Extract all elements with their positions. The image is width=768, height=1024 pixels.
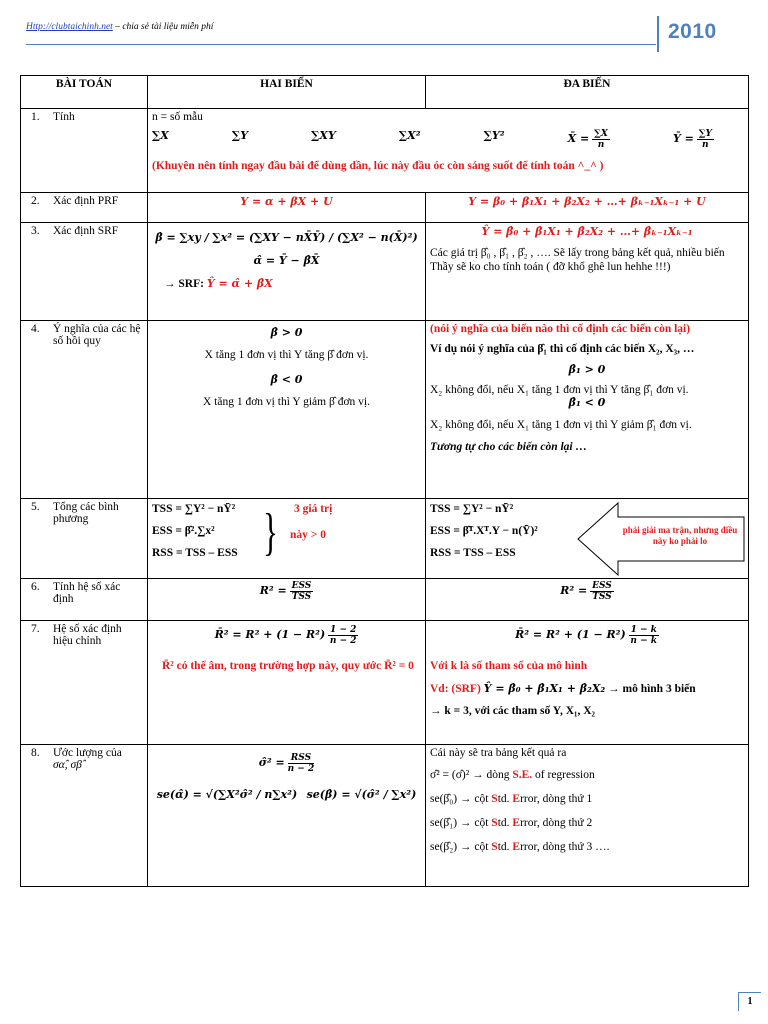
row-number: 3. (31, 225, 40, 237)
sum-squares-two-var-cell (148, 499, 426, 579)
r2-lhs: R² = (259, 584, 287, 598)
row-label-cell (21, 499, 148, 579)
estimates-multi-l4: se(β̂₁) → cột Std. Error, dòng thứ 2 (430, 817, 593, 829)
adj-r2-two-var-cell (148, 621, 426, 745)
row-label-cell (21, 193, 148, 223)
r2-two-var-cell (148, 579, 426, 621)
estimates-multi-l5: se(β̂₂) → cột Std. Error, dòng thứ 3 …. (430, 841, 610, 853)
estimates-multi-l3: se(β̂₀) → cột Std. Error, dòng thứ 1 (430, 793, 593, 805)
header-rule (26, 44, 656, 45)
sample-size-text: n = số mẫu (152, 111, 203, 123)
beta-negative-text: X tăng 1 đơn vị thì Y giảm β̂ đơn vị. (203, 396, 370, 408)
beta-positive: β̂ > 0 (270, 326, 303, 339)
estimates-multi-l1: Cái này sẽ tra bảng kết quả ra (430, 747, 567, 759)
srf-multi-note: Các giá trị β̂₀ , β̂₁ , β̂₂ , …. Sẽ lấy trong bảng kết quả, nhiều biến Thầy sẽ ko cho tính toán ( đỡ khổ ghê lun hehhe !!!) (430, 247, 725, 273)
adj-r2-multi-note: Với k là số tham số của mô hình (430, 660, 588, 672)
beta1-negative-text: X₂ không đổi, nếu X₁ tăng 1 đơn vị thì Y giảm β̂₁ đơn vị. (430, 419, 692, 431)
row1-content (148, 109, 749, 193)
tss-formula: TSS = ∑Y² − nȲ² (152, 503, 236, 515)
prf-two-var-cell (148, 193, 426, 223)
table-header-row (21, 76, 749, 109)
header-year: 2010 (668, 20, 717, 43)
sum-x2: ∑X² (398, 129, 421, 142)
meaning-multi-example: Ví dụ nói ý nghĩa của β̂₁ thì cố định các biến X₂, X₃, … (430, 343, 695, 355)
sum-xy: ∑XY (311, 129, 336, 142)
adj-r2-multi-formula: R̄² = R² + (1 − R²) $\frac{1 - k}{n - k}$ (515, 625, 658, 646)
adj-r2-example: Vd: (SRF) Ŷ = β̂₀ + β̂₁X₁ + β̂₂X₂ → mô hình 3 biến (430, 682, 696, 695)
sum-squares-multi-var-cell (426, 499, 749, 579)
col-header-problem: BÀI TOÁN (21, 76, 148, 109)
se-formulas (152, 788, 421, 801)
estimates-multi-l2: σ̂² = (σ̂)² → dòng S.E. of regression (430, 769, 595, 781)
table-row (21, 579, 749, 621)
formula-table (20, 75, 749, 887)
alpha-hat-formula: α̂ = Ȳ − β̂X̄ (253, 254, 320, 267)
table-row (21, 499, 749, 579)
table-row (21, 193, 749, 223)
adj-r2-multi-var-cell (426, 621, 749, 745)
multi-ess: ESS = β̂ᵀ.Xᵀ.Y − n(Ȳ)² (430, 525, 538, 537)
sum-x: ∑X (152, 129, 169, 142)
r2-fraction: $\frac{\text{ESS}}{\text{TSS}}$ (291, 581, 312, 602)
row-number: 2. (31, 195, 40, 207)
header-tagline: – chia sẻ tài liệu miễn phí (112, 22, 214, 32)
srf-two-var-cell (148, 223, 426, 321)
r2-fraction-multi: $\frac{\text{ESS}}{\text{TSS}}$ (592, 581, 612, 602)
row-label: Hệ số xác định hiệu chỉnh (53, 623, 122, 647)
multi-tss: TSS = ∑Y² − nȲ² (430, 503, 514, 515)
row-label-cell (21, 621, 148, 745)
beta1-positive: β̂₁ > 0 (568, 363, 606, 376)
srf-result: → SRF: Ŷ = α̂ + β̂X (164, 277, 273, 290)
row-label-cell (21, 579, 148, 621)
sigma-hat-formula: σ̂² = $\frac{\text{RSS}}{n - 2}$ (258, 753, 315, 774)
row-label: Ước lượng của σα̂, σβ̂ (53, 747, 122, 771)
row-label: Xác định SRF (53, 225, 119, 237)
estimates-two-var-cell (148, 745, 426, 887)
row-label-cell (21, 109, 148, 193)
meaning-multi-var-cell (426, 321, 749, 499)
multi-rss: RSS = TSS – ESS (430, 547, 516, 559)
xbar-formula: X̄ = $\frac{\sum X}{n}$ (567, 129, 608, 150)
estimates-multi-var-cell (426, 745, 749, 887)
adj-r2-k-note: → k = 3, với các tham số Y, X₁, X₂ (430, 705, 595, 717)
ess-formula: ESS = β̂².∑x² (152, 525, 215, 537)
row-label-cell (21, 745, 148, 887)
brace-note-1: 3 giá trị (294, 503, 333, 515)
row-number: 5. (31, 501, 40, 513)
meaning-two-var-cell (148, 321, 426, 499)
sum-y2: ∑Y² (483, 129, 505, 142)
table-row (21, 321, 749, 499)
rss-formula: RSS = TSS – ESS (152, 547, 238, 559)
beta-positive-text: X tăng 1 đơn vị thì Y tăng β̂ đơn vị. (204, 349, 369, 361)
row-number: 1. (31, 111, 40, 123)
header-divider (657, 16, 659, 52)
se-beta: se(β̂) = √(σ̂² / ∑x²) (306, 788, 417, 801)
srf-multi-formula: Ŷ = β̂₀ + β̂₁X₁ + β̂₂X₂ + …+ β̂ₖ₋₁Xₖ₋₁ (481, 225, 693, 238)
row-label: Ý nghĩa của các hệ số hồi quy (53, 323, 141, 347)
row-label-cell (21, 321, 148, 499)
site-link[interactable]: Http://clubtaichinh.net (26, 22, 113, 32)
prf-multi-var-cell (426, 193, 749, 223)
srf-multi-var-cell (426, 223, 749, 321)
brace-note-2: này > 0 (290, 529, 326, 541)
r2-multi-var-cell (426, 579, 749, 621)
sum-list (152, 129, 744, 150)
prf-multi-var: Y = β₀ + β₁X₁ + β₂X₂ + …+ βₖ₋₁Xₖ₋₁ + U (468, 195, 706, 208)
beta-negative: β̂ < 0 (270, 373, 303, 386)
r2-lhs-multi: R² = (560, 584, 588, 598)
table-row (21, 223, 749, 321)
beta1-negative: β̂₁ < 0 (568, 396, 606, 409)
row-label: Tính (53, 111, 75, 123)
col-header-multi-var: ĐA BIẾN (426, 76, 749, 109)
table-row (21, 621, 749, 745)
prf-two-var: Y = α + βX + U (240, 195, 333, 208)
beta-hat-formula: β̂ = ∑xy / ∑x² = (∑XY − nX̄Ȳ) / (∑X² − n(X̄)²) (155, 231, 418, 244)
row-number: 4. (31, 323, 40, 335)
row-number: 7. (31, 623, 40, 635)
meaning-multi-rest: Tương tự cho các biến còn lại … (430, 441, 587, 453)
table-row (21, 745, 749, 887)
table-row (21, 109, 749, 193)
adj-r2-note: R̄² có thể âm, trong trường hợp này, quy ước R̄² = 0 (162, 660, 414, 672)
row-number: 6. (31, 581, 40, 593)
ybar-formula: Ȳ = $\frac{\sum Y}{n}$ (672, 129, 712, 150)
sum-y: ∑Y (231, 129, 249, 142)
row-number: 8. (31, 747, 40, 759)
advice-text: (Khuyên nên tính ngay đầu bài để dùng dần, lúc này đầu óc còn sáng suốt để tính toán ^_^ ) (152, 160, 604, 172)
meaning-multi-note: (nói ý nghĩa của biến nào thì cố định các biến còn lại) (430, 323, 691, 335)
adj-r2-formula: R̄² = R² + (1 − R²) $\frac{1 - 2}{n - 2}$ (214, 625, 357, 646)
curly-brace: } (262, 504, 278, 561)
row-label: Tính hệ số xác định (53, 581, 121, 605)
row-label: Tổng các bình phương (53, 501, 119, 525)
beta1-positive-text: X₂ không đổi, nếu X₁ tăng 1 đơn vị thì Y tăng β̂₁ đơn vị. (430, 384, 689, 396)
header-link (26, 22, 213, 32)
arrow-note: phải giải ma trận, nhưng điều này ko phải lo (622, 525, 738, 546)
col-header-two-var: HAI BIẾN (148, 76, 426, 109)
row-label-cell (21, 223, 148, 321)
page-number: 1 (738, 992, 761, 1011)
row-label: Xác định PRF (53, 195, 119, 207)
se-alpha: se(α̂) = √(∑X²σ̂² / n∑x²) (156, 788, 298, 801)
